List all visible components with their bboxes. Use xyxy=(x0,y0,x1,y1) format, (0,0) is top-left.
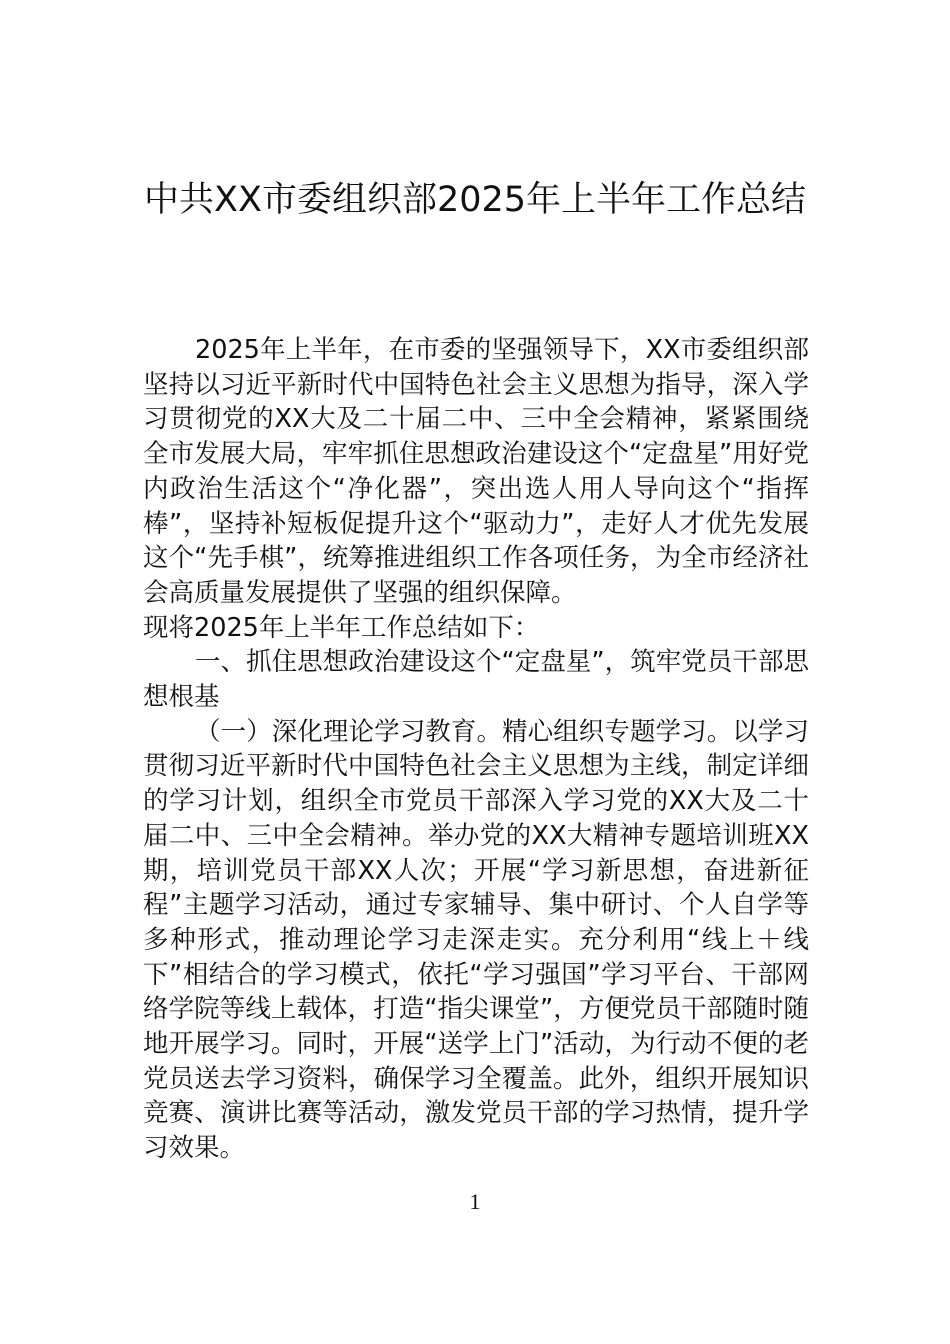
page-number: 1 xyxy=(469,1189,481,1214)
subsection-paragraph-1: （一）深化理论学习教育。精心组织专题学习。以学习贯彻习近平新时代中国特色社会主义思想为主线，制定详细的学习计划，组织全市党员干部深入学习党的XX大及二十届二中、三中全会精神。举办党的XX大精神专题培训班XX期，培训党员干部XX人次；开展“学习新思想，奋进新征程”主题学习活动，通过专家辅导、集中研讨、个人自学等多种形式，推动理论学习走深走实。充分利用“线上＋线下”相结合的学习模式，依托“学习强国”学习平台、干部网络学院等线上载体，打造“指尖课堂”，方便党员干部随时随地开展学习。同时，开展“送学上门”活动，为行动不便的老党员送去学习资料，确保学习全覆盖。此外，组织开展知识竞赛、演讲比赛等活动，激发党员干部的学习热情，提升学习效果。 xyxy=(143,716,809,1164)
document-body xyxy=(143,333,809,1166)
section-heading-1: 一、抓住思想政治建设这个“定盘星”，筑牢党员干部思想根基 xyxy=(143,647,809,713)
intro-paragraph: 2025年上半年，在市委的坚强领导下，XX市委组织部坚持以习近平新时代中国特色社会主义思想为指导，深入学习贯彻党的XX大及二十届二中、三中全会精神，紧紧围绕全市发展大局，牢牢抓住思想政治建设这个“定盘星”用好党内政治生活这个“净化器”，突出选人用人导向这个“指挥棒”，坚持补短板促提升这个“驱动力”，走好人才优先发展这个“先手棋”，统筹推进组织工作各项任务，为全市经济社会高质量发展提供了坚强的组织保障。 xyxy=(143,335,809,608)
document-title: 中共XX市委组织部2025年上半年工作总结 xyxy=(143,180,807,220)
summary-lead-paragraph: 现将2025年上半年工作总结如下： xyxy=(143,612,540,643)
